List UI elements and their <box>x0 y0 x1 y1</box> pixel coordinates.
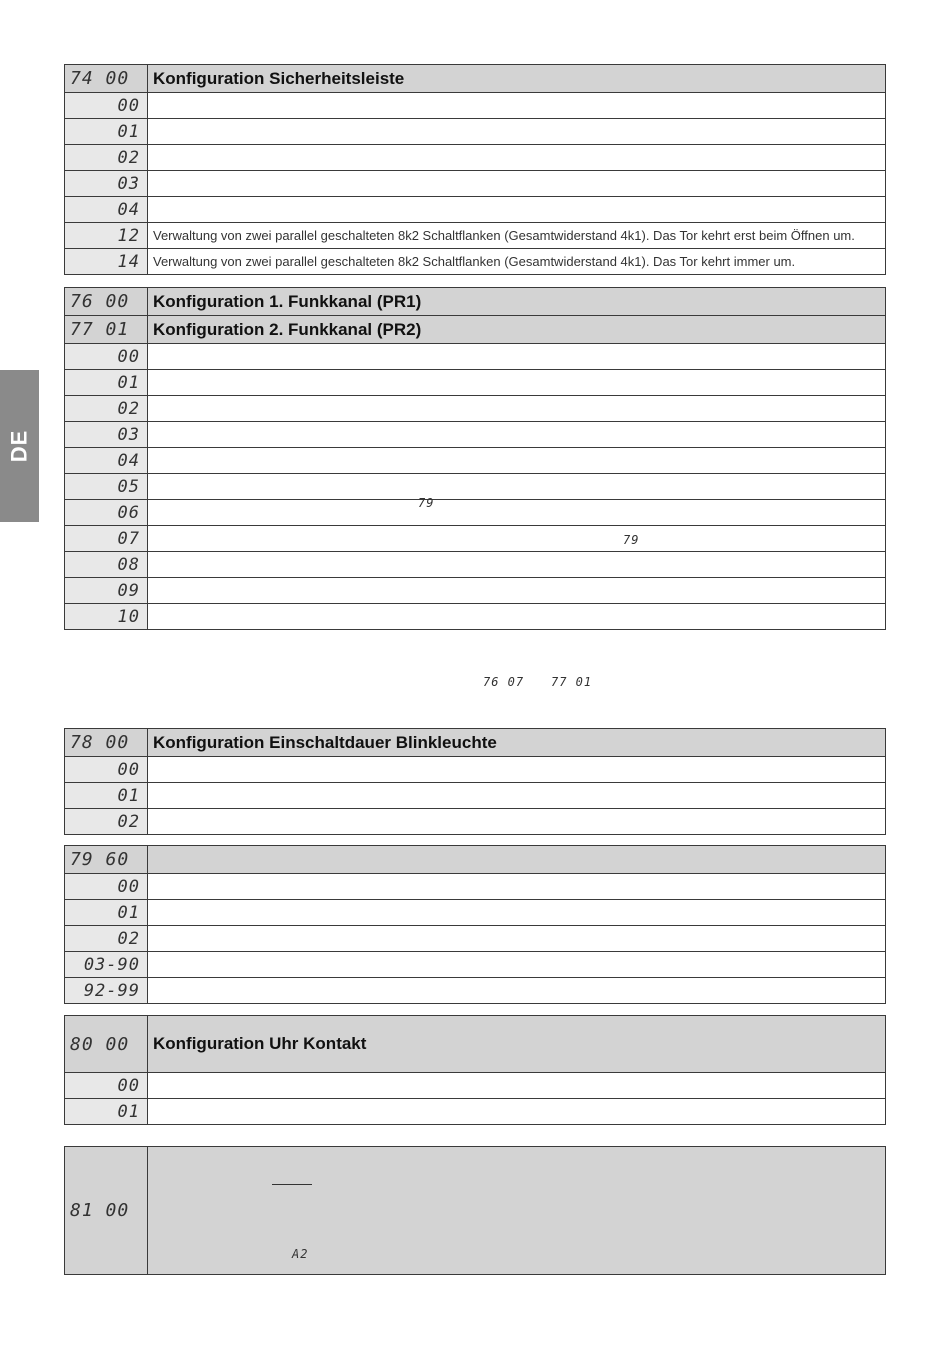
value-code: 00 <box>65 344 148 370</box>
value-code: 01 <box>65 119 148 145</box>
table-row <box>65 604 886 630</box>
value-code: 10 <box>65 604 148 630</box>
value-code: 03-90 <box>65 952 148 978</box>
table-row <box>65 578 886 604</box>
value-code: 14 <box>65 249 148 275</box>
value-code: 07 <box>65 526 148 552</box>
value-description <box>148 119 886 145</box>
cross-reference-code: A2 <box>292 1247 309 1261</box>
table-row <box>65 1099 886 1125</box>
value-description <box>148 171 886 197</box>
clock-contact-config-table <box>64 1015 886 1125</box>
table-row <box>65 874 886 900</box>
table-row <box>65 526 886 552</box>
value-description: Verwaltung von zwei parallel geschalteten 8k2 Schaltflanken (Gesamtwiderstand 4k1). Das Tor kehrt erst beim Öffnen um. <box>148 223 886 249</box>
table-row <box>65 978 886 1004</box>
note-reference-code: 76 07 <box>483 675 525 689</box>
value-code: 00 <box>65 874 148 900</box>
parameter-81-table <box>64 1146 886 1275</box>
cross-reference-code: 79 <box>623 533 640 547</box>
value-code: 01 <box>65 1099 148 1125</box>
value-description <box>148 145 886 171</box>
table-row <box>65 370 886 396</box>
value-code: 03 <box>65 422 148 448</box>
table-row <box>65 396 886 422</box>
table-title: Konfiguration Einschaltdauer Blinkleuchte <box>148 729 886 757</box>
value-code: 01 <box>65 370 148 396</box>
table-row <box>65 757 886 783</box>
value-code: 03 <box>65 171 148 197</box>
parameter-code: 74 00 <box>65 65 148 93</box>
value-code: 05 <box>65 474 148 500</box>
value-code: 06 <box>65 500 148 526</box>
table-row <box>65 197 886 223</box>
table-row <box>65 500 886 526</box>
language-tab-label: DE <box>6 429 32 463</box>
parameter-code: 77 01 <box>65 316 148 344</box>
value-code: 00 <box>65 93 148 119</box>
table-row <box>65 119 886 145</box>
cross-reference-code: 79 <box>418 496 435 510</box>
value-code: 09 <box>65 578 148 604</box>
table-row <box>65 783 886 809</box>
value-code: 01 <box>65 900 148 926</box>
table-row <box>65 474 886 500</box>
table-title: Konfiguration Uhr Kontakt <box>148 1016 886 1073</box>
parameter-code: 76 00 <box>65 288 148 316</box>
safety-edge-config-table <box>64 64 886 275</box>
value-description: Verwaltung von zwei parallel geschalteten 8k2 Schaltflanken (Gesamtwiderstand 4k1). Das Tor kehrt immer um. <box>148 249 886 275</box>
table-row <box>65 552 886 578</box>
parameter-code: 81 00 <box>65 1147 148 1275</box>
value-code: 02 <box>65 396 148 422</box>
table-row <box>65 809 886 835</box>
value-code: 02 <box>65 809 148 835</box>
table-row <box>65 448 886 474</box>
table-row <box>65 171 886 197</box>
table-row <box>65 926 886 952</box>
value-code: 00 <box>65 757 148 783</box>
parameter-code: 80 00 <box>65 1016 148 1073</box>
note-reference-code: 77 01 <box>551 675 593 689</box>
language-tab <box>0 370 39 522</box>
value-code: 12 <box>65 223 148 249</box>
value-description <box>148 197 886 223</box>
parameter-79-table <box>64 845 886 1004</box>
value-description <box>148 93 886 119</box>
value-code: 01 <box>65 783 148 809</box>
table-row <box>65 223 886 249</box>
table-row <box>65 93 886 119</box>
table-row <box>65 1073 886 1099</box>
table-row <box>65 422 886 448</box>
table-title: Konfiguration Sicherheitsleiste <box>148 65 886 93</box>
table-row <box>65 344 886 370</box>
value-code: 92-99 <box>65 978 148 1004</box>
value-code: 04 <box>65 448 148 474</box>
value-code: 00 <box>65 1073 148 1099</box>
parameter-code: 78 00 <box>65 729 148 757</box>
table-title: Konfiguration 1. Funkkanal (PR1) <box>148 288 886 316</box>
value-code: 08 <box>65 552 148 578</box>
table-row <box>65 249 886 275</box>
table-row <box>65 952 886 978</box>
table-row <box>65 145 886 171</box>
flashing-light-config-table <box>64 728 886 835</box>
table-title: Konfiguration 2. Funkkanal (PR2) <box>148 316 886 344</box>
parameter-code: 79 60 <box>65 846 148 874</box>
table-title <box>148 846 886 874</box>
radio-channel-config-table <box>64 287 886 630</box>
value-code: 04 <box>65 197 148 223</box>
value-code: 02 <box>65 145 148 171</box>
value-code: 02 <box>65 926 148 952</box>
underline-mark <box>272 1184 312 1185</box>
table-row <box>65 900 886 926</box>
